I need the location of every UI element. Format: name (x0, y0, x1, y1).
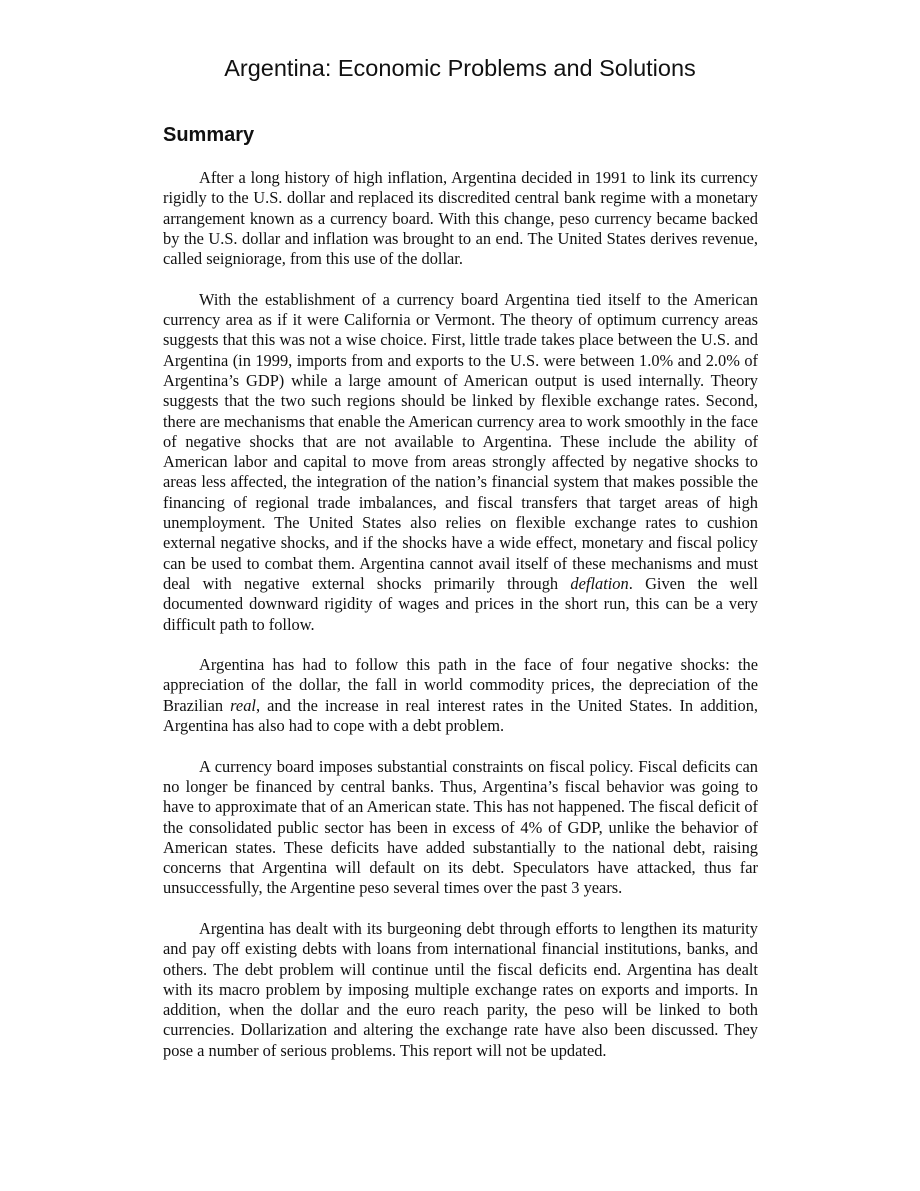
paragraph-2 (163, 290, 758, 635)
paragraph-1 (163, 168, 758, 269)
paragraph-3-text-b: , and the increase in real interest rates in the United States. In addition, Argentina has also had to cope with a debt problem. (163, 695, 759, 736)
paragraph-3-text-a: Argentina has had to follow this path in the face of four negative shocks: the appreciation of the dollar, the fall in world commodity prices, the depreciation of the Brazilian (163, 655, 758, 715)
paragraph-4 (163, 757, 758, 899)
section-heading-summary: Summary (163, 124, 255, 146)
document-title: Argentina: Economic Problems and Solutions (224, 55, 696, 81)
paragraph-2-emphasis: deflation (570, 573, 629, 593)
paragraph-2-text-a: With the establishment of a currency board Argentina tied itself to the American currency area as if it were California or Vermont. The theory of optimum currency areas suggests that this was not a wise choice. First, little trade takes place between the U.S. and Argentina (in 1999, imports from and exports to the U.S. were between 1.0% and 2.0% of Argentina’s GDP) while a large amount of American output is used internally. Theory suggests that the two such regions should be linked by flexible exchange rates. Second, there are mechanisms that enable the American currency area to work smoothly in the face of negative shocks that are not available to Argentina. These include the ability of American labor and capital to move from areas strongly affected by negative shocks to areas less affected, the integration of the nation’s financial system that makes possible the financing of regional trade imbalances, and fiscal transfers that target areas of high unemployment. The United States also relies on flexible exchange rates to cushion external negative shocks, and if the shocks have a wide effect, monetary and fiscal policy can be used to combat them. Argentina cannot avail itself of these mechanisms and must deal with negative external shocks primarily through (163, 289, 758, 593)
paragraph-3 (163, 655, 758, 736)
summary-body (163, 168, 758, 1061)
paragraph-5-text: Argentina has dealt with its burgeoning debt through efforts to lengthen its maturity and pay off existing debts with loans from international financial institutions, banks, and others. The debt problem will continue until the fiscal deficits end. Argentina has dealt with its macro problem by imposing multiple exchange rates on exports and imports. In addition, when the dollar and the euro reach parity, the peso will be linked to both currencies. Dollarization and altering the exchange rate have also been discussed. They pose a number of serious problems. This report will not be updated. (163, 918, 758, 1060)
paragraph-4-text: A currency board imposes substantial constraints on fiscal policy. Fiscal deficits can no longer be financed by central banks. Thus, Argentina’s fiscal behavior was going to have to approximate that of an American state. This has not happened. The fiscal deficit of the consolidated public sector has been in excess of 4% of GDP, unlike the behavior of American states. These deficits have added substantially to the national debt, raising concerns that Argentina will default on its debt. Speculators have attacked, thus far unsuccessfully, the Argentine peso several times over the past 3 years. (163, 756, 758, 898)
paragraph-5 (163, 919, 758, 1061)
paragraph-2-text-b: . Given the well documented downward rigidity of wages and prices in the short run, this can be a very difficult path to follow. (163, 573, 758, 634)
paragraph-3-emphasis: real (230, 695, 256, 715)
paragraph-1-text: After a long history of high inflation, Argentina decided in 1991 to link its currency rigidly to the U.S. dollar and replaced its discredited central bank regime with a monetary arrangement known as a currency board. With this change, peso currency became backed by the U.S. dollar and inflation was brought to an end. The United States derives revenue, called seigniorage, from this use of the dollar. (163, 168, 758, 269)
